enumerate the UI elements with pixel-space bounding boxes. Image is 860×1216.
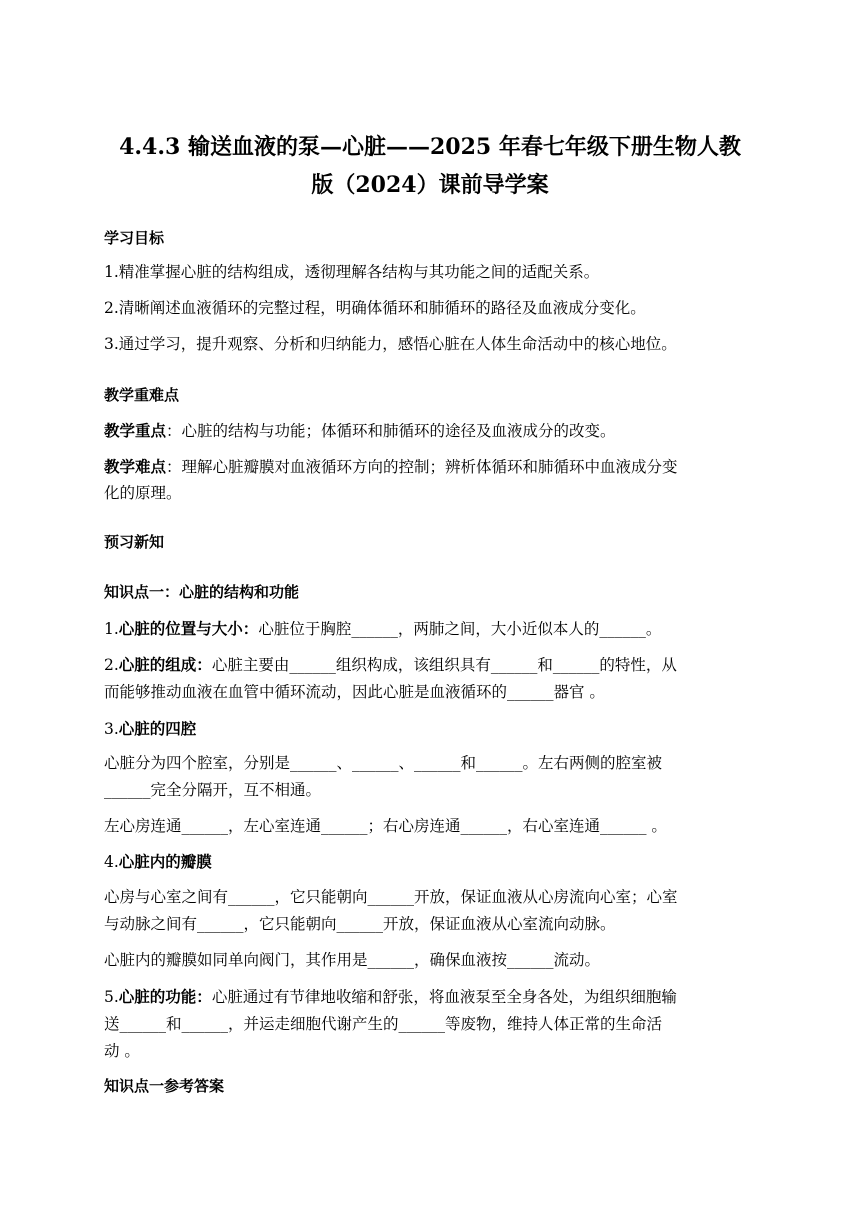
question-4-valves: 心脏内的瓣膜如同单向阀门，其作用是______，确保血液按______流动。 (104, 951, 601, 969)
keypoints-heading: 教学重难点 (104, 386, 180, 404)
teaching-focus-label: 教学重点 (104, 421, 167, 440)
q5-text: 心脏通过有节律地收缩和舒张，将血液泵至全身各处，为组织细胞输 (211, 988, 677, 1006)
q5-label: 心脏的功能： (118, 987, 212, 1006)
question-3 (104, 714, 754, 744)
kp1-answer-heading: 知识点一参考答案 (104, 1077, 225, 1095)
q2-text: 心脏主要由______组织构成，该组织具有______和______的特性，从 (211, 656, 677, 674)
title-line-2: 版（2024）课前导学案 (311, 172, 549, 198)
question-2-cont: 而能够推动血液在血管中循环流动，因此心脏是血液循环的______器官 。 (104, 683, 605, 701)
q3-num: 3. (104, 720, 119, 738)
question-5-cont-2: 动 。 (104, 1042, 140, 1060)
teaching-focus (104, 416, 754, 446)
question-4 (104, 847, 754, 877)
question-1 (104, 614, 754, 644)
q1-num: 1. (104, 620, 119, 638)
question-2 (104, 650, 754, 680)
goal-item-3: 3.通过学习，提升观察、分析和归纳能力，感悟心脏在人体生命活动中的核心地位。 (104, 335, 677, 353)
q5-num: 5. (104, 988, 119, 1006)
goals-heading: 学习目标 (104, 229, 165, 247)
q2-num: 2. (104, 656, 119, 674)
goal-item-1: 1.精准掌握心脏的结构组成，透彻理解各结构与其功能之间的适配关系。 (104, 263, 600, 281)
teaching-difficulty-cont: 化的原理。 (104, 484, 182, 502)
question-5-cont: 送______和______，并运走细胞代谢产生的______等废物，维持人体正常的生命活 (104, 1015, 663, 1033)
question-3-cont: ______完全分隔开，互不相通。 (104, 781, 322, 799)
question-5 (104, 982, 754, 1012)
question-3-text: 心脏分为四个腔室，分别是______、______、______和______。左右两侧的腔室被 (104, 754, 663, 772)
question-4-cont: 与动脉之间有______，它只能朝向______开放，保证血液从心室流向动脉。 (104, 915, 616, 933)
teaching-difficulty (104, 452, 754, 482)
preview-heading: 预习新知 (104, 533, 165, 551)
q1-label: 心脏的位置与大小： (118, 619, 259, 638)
q3-label: 心脏的四腔 (118, 719, 197, 738)
q4-num: 4. (104, 853, 119, 871)
teaching-difficulty-text: ：理解心脏瓣膜对血液循环方向的控制；辨析体循环和肺循环中血液成分变 (166, 458, 678, 476)
kp1-heading: 知识点一：心脏的结构和功能 (104, 583, 300, 601)
teaching-focus-text: ：心脏的结构与功能；体循环和肺循环的途径及血液成分的改变。 (166, 422, 616, 440)
q4-label: 心脏内的瓣膜 (118, 852, 212, 871)
goal-item-2: 2.清晰阐述血液循环的完整过程，明确体循环和肺循环的路径及血液成分变化。 (104, 299, 646, 317)
title-line-1: 4.4.3 输送血液的泵—心脏——2025 年春七年级下册生物人教 (119, 134, 741, 160)
q2-label: 心脏的组成： (118, 655, 212, 674)
q1-text: 心脏位于胸腔______，两肺之间，大小近似本人的______。 (258, 620, 662, 638)
document-title (100, 128, 760, 204)
question-3-connections: 左心房连通______，左心室连通______；右心房连通______，右心室连通______ 。 (104, 817, 667, 835)
teaching-difficulty-label: 教学难点 (104, 457, 167, 476)
question-4-text: 心房与心室之间有______，它只能朝向______开放，保证血液从心房流向心室；心室 (104, 888, 678, 906)
